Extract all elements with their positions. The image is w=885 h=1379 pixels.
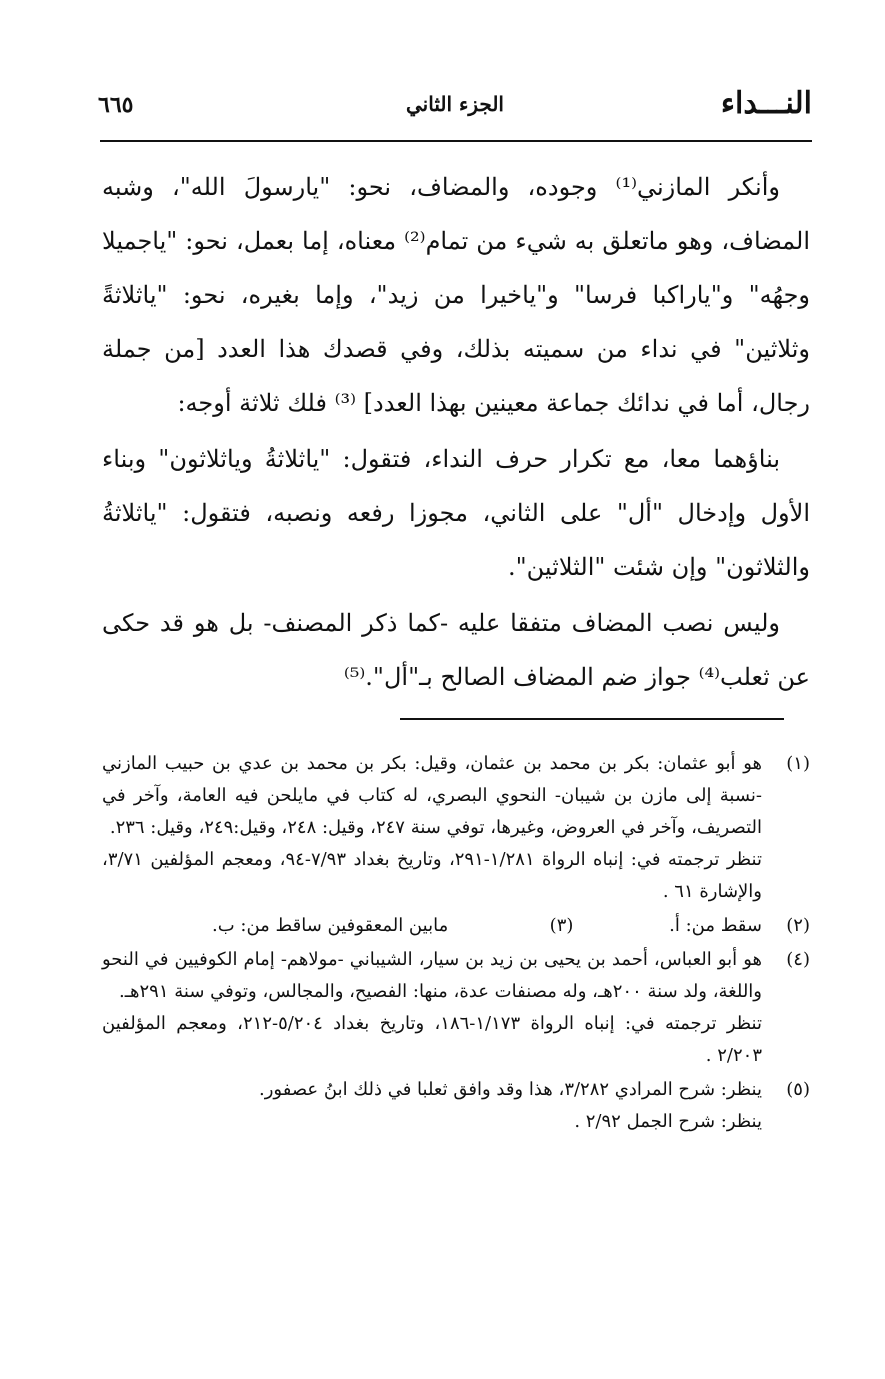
footnote-1: [102, 748, 810, 908]
footnote-separator: [400, 718, 784, 720]
footnote-number: (٢): [786, 915, 810, 936]
paragraph-1: وأنكر المازني⁽¹⁾ وجوده، والمضاف، نحو: "يارسولَ الله"، وشبه المضاف، وهو ماتعلق به شيء من تمام⁽²⁾ معناه، إما بعمل، نحو: "ياجميلا وجهُه" و"ياراكبا فرسا" و"ياخيرا من زيد"، وإما بغيره، نحو: "ياثلاثةً وثلاثين" في نداء من سميته بذلك، وفي قصدك هذا العدد [من جملة رجال، أما في ندائك جماعة معينين بهذا العدد] ⁽³⁾ فلك ثلاثة أوجه:: [102, 173, 810, 417]
main-text: [102, 160, 810, 704]
footnote-3-text: مابين المعقوفين ساقط من: ب.: [212, 915, 449, 936]
running-header: [98, 86, 812, 126]
footnote-number: (٥): [786, 1079, 810, 1100]
footnote-body: [102, 944, 762, 1072]
footnote-4: [102, 944, 810, 1072]
page-number: ٦٦٥: [98, 92, 134, 118]
footnote-4-sources: تنظر ترجمته في: إنباه الرواة ١/١٧٣-١٨٦، وتاريخ بغداد ٥/٢٠٤-٢١٢، ومعجم المؤلفين ٢/٢٠٣ .: [102, 1013, 762, 1066]
footnote-3-number: (٣): [549, 915, 574, 936]
footnote-body: [102, 910, 762, 942]
footnote-number: (١): [786, 753, 810, 774]
footnote-5-sources: ينظر: شرح الجمل ٢/٩٢ .: [574, 1111, 762, 1132]
paragraph-3: وليس نصب المضاف متفقا عليه -كما ذكر المصنف- بل هو قد حكى عن ثعلب⁽⁴⁾ جواز ضم المضاف الصالح بـ"أل".⁽⁵⁾: [102, 609, 810, 691]
footnote-5: [102, 1074, 810, 1138]
header-rule: [100, 140, 812, 142]
footnote-2-text: سقط من: أ.: [669, 915, 762, 936]
chapter-title: النـــداء: [720, 86, 812, 121]
footnote-body: [102, 1074, 762, 1138]
footnote-4-text: هو أبو العباس، أحمد بن يحيى بن زيد بن سيار، الشيباني -مولاهم- إمام الكوفيين في النحو واللغة، ولد سنة ٢٠٠هـ، وله مصنفات عدة، منها: الفصيح، والمجالس، وتوفي سنة ٢٩١هـ.: [102, 949, 762, 1002]
part-label: الجزء الثاني: [406, 92, 504, 116]
footnote-1-text: هو أبو عثمان: بكر بن محمد بن عثمان، وقيل: بكر بن محمد بن عدي بن حبيب المازني -نسبة إلى مازن بن شيبان- النحوي البصري، له كتاب في مايلحن فيه العامة، وآخر في التصريف، وآخر في العروض، وغيرها، توفي سنة ٢٤٧، وقيل: ٢٤٨، وقيل:٢٤٩، وقيل: ٢٣٦.: [102, 753, 762, 838]
footnote-5-text: ينظر: شرح المرادي ٣/٢٨٢، هذا وقد وافق ثعلبا في ذلك ابنُ عصفور.: [259, 1079, 762, 1100]
footnote-3-inline: [212, 915, 573, 936]
footnote-body: [102, 748, 762, 908]
footnotes: [102, 748, 810, 1138]
footnote-number: (٤): [786, 949, 810, 970]
footnote-2-3: [102, 910, 810, 942]
paragraph-2: بناؤهما معا، مع تكرار حرف النداء، فتقول: "ياثلاثةُ وياثلاثون" وبناء الأول وإدخال "أل" على الثاني، مجوزا رفعه ونصبه، فتقول: "ياثلاثةُ والثلاثون" وإن شئت "الثلاثين".: [102, 445, 810, 581]
footnote-1-sources: تنظر ترجمته في: إنباه الرواة ١/٢٨١-٢٩١، وتاريخ بغداد ٧/٩٣-٩٤، ومعجم المؤلفين ٣/٧١، والإشارة ٦١ .: [102, 849, 763, 902]
